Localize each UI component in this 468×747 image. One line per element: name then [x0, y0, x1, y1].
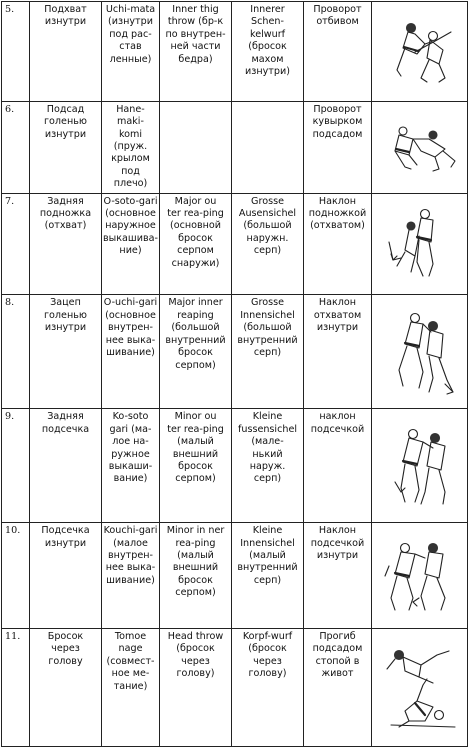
row-number: 8. [2, 295, 30, 409]
english-name: Head throw (бросок через голову) [160, 628, 232, 746]
row-number: 6. [2, 101, 30, 193]
hane-makikomi-figure-icon [375, 121, 465, 173]
english-name: Minor in ner rea-ping (малый внешний бросок серпом) [160, 523, 232, 629]
russian-name: Бросок через голову [30, 628, 102, 746]
japanese-name: Kouchi-gari (малое внутрен- нее выка- шивание) [102, 523, 160, 629]
uchi-mata-figure-icon [375, 14, 465, 88]
ko-uchi-gari-figure-icon [375, 536, 465, 616]
row-number: 7. [2, 193, 30, 295]
table-row [2, 193, 468, 295]
german-name: Grosse Innensichel (большой внутренний серп) [232, 295, 304, 409]
technique-illustration [372, 193, 468, 295]
table-row [2, 409, 468, 523]
japanese-name: Uchi-mata (изнутри под рас- став ленные) [102, 2, 160, 102]
technique-illustration [372, 628, 468, 746]
german-name: Korpf-wurf (бросок через голову) [232, 628, 304, 746]
russian-name: Подсад голенью изнутри [30, 101, 102, 193]
counter-technique: наклон подсечкой [304, 409, 372, 523]
japanese-name: O-soto-gari (основное наружное выкашива- ние) [102, 193, 160, 295]
english-name: Inner thig throw (бр-к по внутрен- ней части бедра) [160, 2, 232, 102]
table-row [2, 523, 468, 629]
russian-name: Задняя подсечка [30, 409, 102, 523]
english-name: Major ou ter rea-ping (основной бросок серпом снаружи) [160, 193, 232, 295]
english-name: Minor ou ter rea-ping (малый внешний бросок серпом) [160, 409, 232, 523]
japanese-name: Hane-maki- komi (пруж. крылом под плечо) [102, 101, 160, 193]
counter-technique: Наклон подсечкой изнутри [304, 523, 372, 629]
counter-technique: Прогиб подсадом стопой в живот [304, 628, 372, 746]
german-name [232, 101, 304, 193]
english-name [160, 101, 232, 193]
technique-illustration [372, 2, 468, 102]
judo-throws-table [1, 1, 468, 747]
counter-technique: Проворот кувырком подсадом [304, 101, 372, 193]
german-name: Kleine fussensichel (мале- нький наруж. серп) [232, 409, 304, 523]
row-number: 9. [2, 409, 30, 523]
russian-name: Подхват изнутри [30, 2, 102, 102]
japanese-name: Tomoe nage (совмест- ное ме- тание) [102, 628, 160, 746]
german-name: Grosse Ausensichel (большой наружн. серп) [232, 193, 304, 295]
table-row [2, 2, 468, 102]
row-number: 11. [2, 628, 30, 746]
russian-name: Задняя подножка (отхват) [30, 193, 102, 295]
german-name: Kleine Innensichel (малый внутренний серп) [232, 523, 304, 629]
counter-technique: Наклон отхватом изнутри [304, 295, 372, 409]
table-row [2, 628, 468, 746]
o-soto-gari-figure-icon [375, 206, 465, 282]
russian-name: Подсечка изнутри [30, 523, 102, 629]
english-name: Major inner reaping (большой внутренний бросок серпом) [160, 295, 232, 409]
technique-illustration [372, 409, 468, 523]
row-number: 5. [2, 2, 30, 102]
technique-illustration [372, 523, 468, 629]
technique-illustration [372, 101, 468, 193]
german-name: Innerer Schen- kelwurf (бросок махом изнутри) [232, 2, 304, 102]
o-uchi-gari-figure-icon [375, 308, 465, 396]
japanese-name: O-uchi-gari (основное внутрен- нее выка- шивание) [102, 295, 160, 409]
ko-soto-gari-figure-icon [375, 422, 465, 510]
tomoe-nage-figure-icon [375, 641, 465, 733]
table-row [2, 295, 468, 409]
row-number: 10. [2, 523, 30, 629]
technique-illustration [372, 295, 468, 409]
table-row [2, 101, 468, 193]
russian-name: Зацеп голенью изнутри [30, 295, 102, 409]
counter-technique: Проворот отбивом [304, 2, 372, 102]
japanese-name: Ko-soto gari (ма- лое на- ружное выкаши- вание) [102, 409, 160, 523]
counter-technique: Наклон подножкой (отхватом) [304, 193, 372, 295]
